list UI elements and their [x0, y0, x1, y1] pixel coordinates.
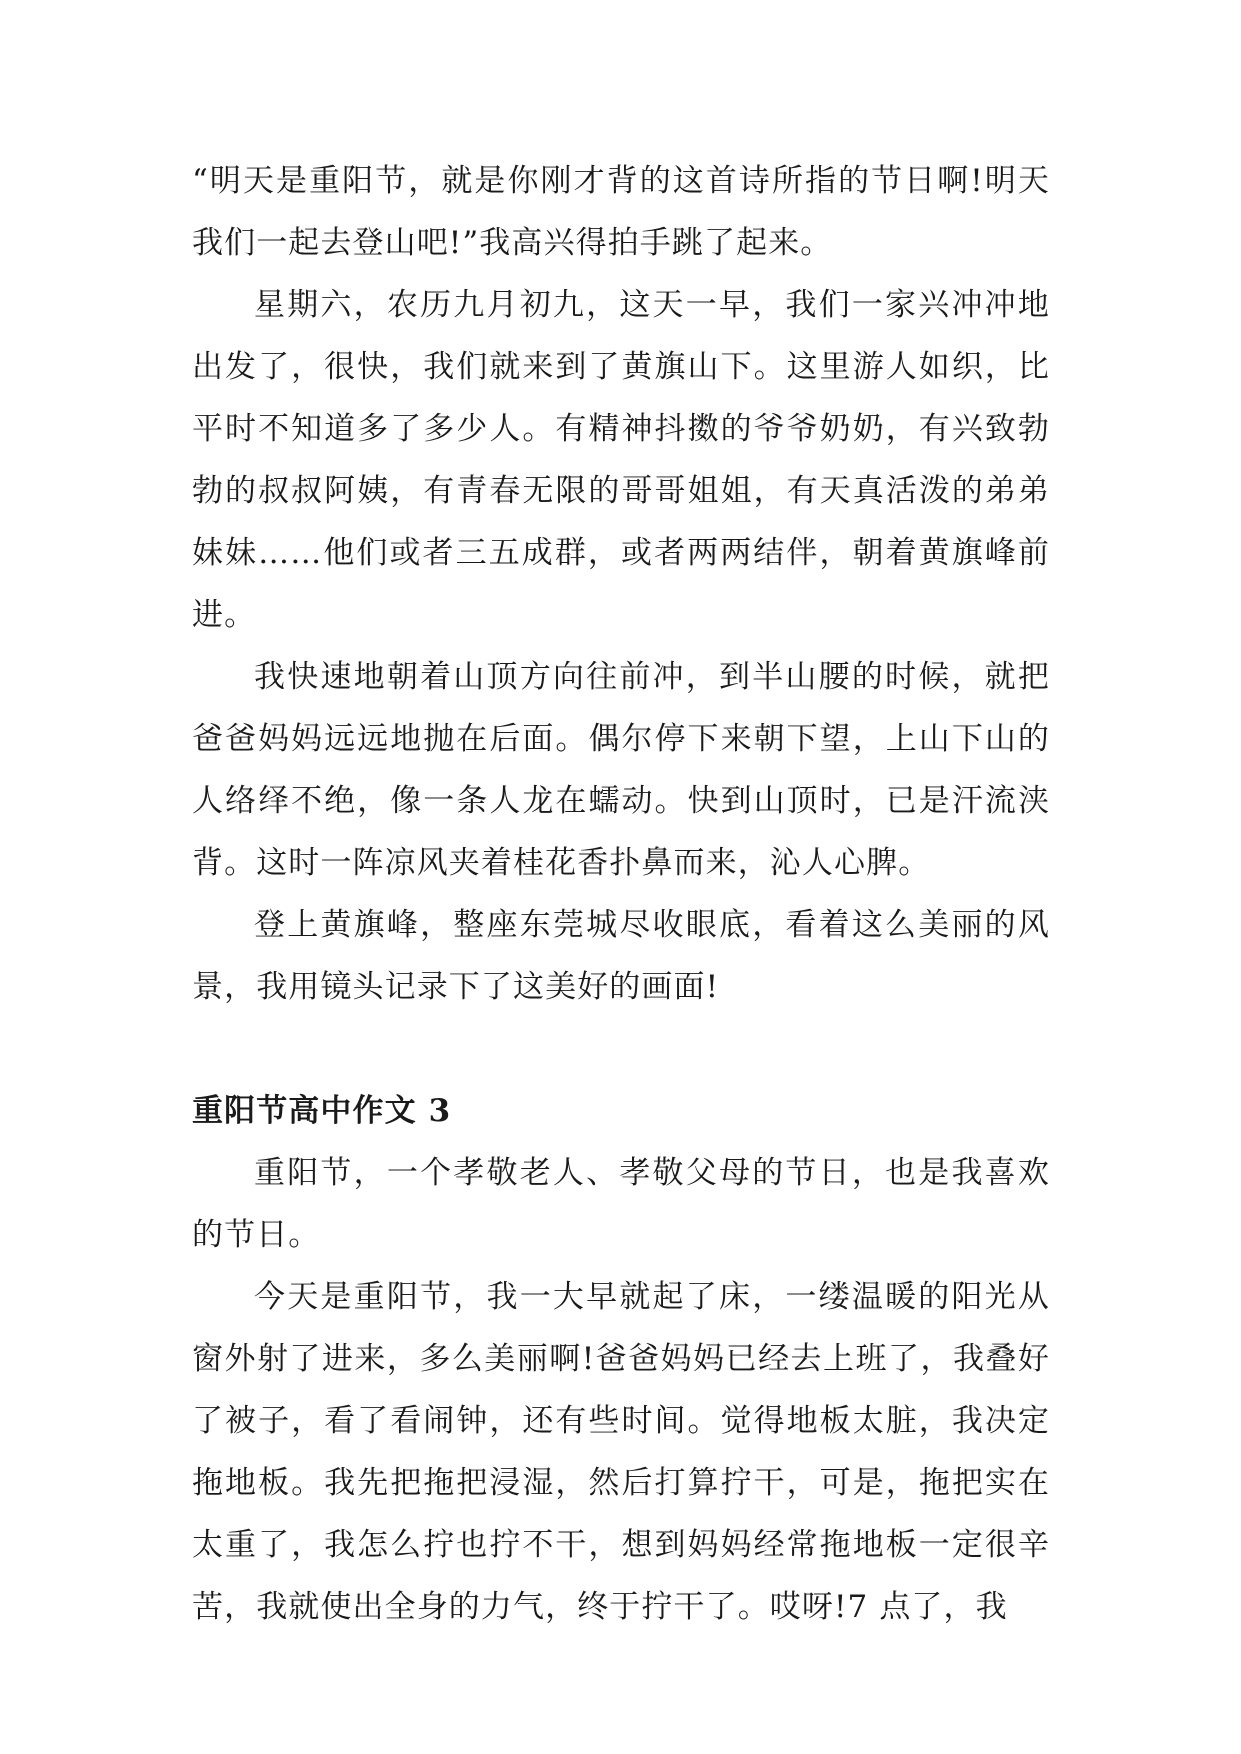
section-title: 重阳节高中作文 3 [192, 1093, 452, 1129]
paragraph-5: 重阳节，一个孝敬老人、孝敬父母的节日，也是我喜欢的节日。 [192, 1155, 1050, 1253]
paragraph-1: “明天是重阳节，就是你刚才背的这首诗所指的节日啊!明天我们一起去登山吧!”我高兴得拍手跳了起来。 [192, 163, 1050, 261]
paragraph-2: 星期六，农历九月初九，这天一早，我们一家兴冲冲地出发了，很快，我们就来到了黄旗山下。这里游人如织，比平时不知道多了多少人。有精神抖擞的爷爷奶奶，有兴致勃勃的叔叔阿姨，有青春无限的哥哥姐姐，有天真活泼的弟弟妹妹……他们或者三五成群，或者两两结伴，朝着黄旗峰前进。 [192, 287, 1050, 633]
paragraph-6: 今天是重阳节，我一大早就起了床，一缕温暖的阳光从窗外射了进来，多么美丽啊!爸爸妈妈已经去上班了，我叠好了被子，看了看闹钟，还有些时间。觉得地板太脏，我决定拖地板。我先把拖把浸湿，然后打算拧干，可是，拖把实在太重了，我怎么拧也拧不干，想到妈妈经常拖地板一定很辛苦，我就使出全身的力气，终于拧干了。哎呀!7 点了，我 [192, 1279, 1050, 1625]
document-body [192, 150, 1050, 1638]
paragraph-4: 登上黄旗峰，整座东莞城尽收眼底，看着这么美丽的风景，我用镜头记录下了这美好的画面! [192, 907, 1050, 1005]
paragraph-3: 我快速地朝着山顶方向往前冲，到半山腰的时候，就把爸爸妈妈远远地抛在后面。偶尔停下来朝下望，上山下山的人络绎不绝，像一条人龙在蠕动。快到山顶时，已是汗流浃背。这时一阵凉风夹着桂花香扑鼻而来，沁人心脾。 [192, 659, 1050, 881]
